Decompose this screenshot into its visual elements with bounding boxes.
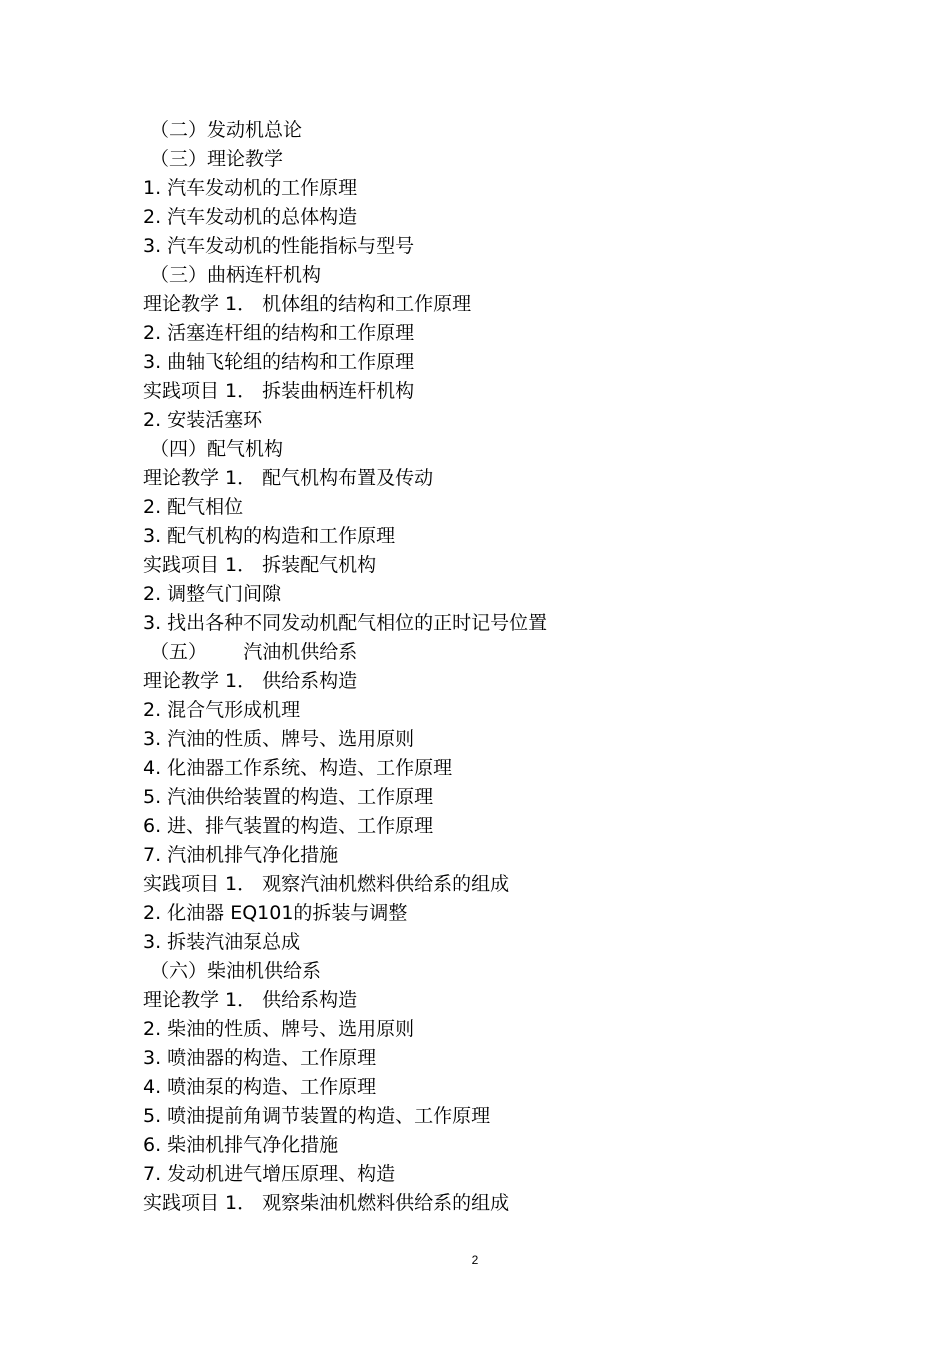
list-item: 3. 配气机构的构造和工作原理 xyxy=(143,525,396,547)
list-item: 2. 配气相位 xyxy=(143,496,244,518)
list-item: 3. 汽车发动机的性能指标与型号 xyxy=(143,235,415,257)
list-item: 6. 进、排气装置的构造、工作原理 xyxy=(143,815,434,837)
section-heading: （三）曲柄连杆机构 xyxy=(150,264,322,286)
section-heading: （五） 汽油机供给系 xyxy=(150,641,358,663)
list-item: 4. 喷油泵的构造、工作原理 xyxy=(143,1076,377,1098)
list-item: 2. 柴油的性质、牌号、选用原则 xyxy=(143,1018,415,1040)
list-item: 4. 化油器工作系统、构造、工作原理 xyxy=(143,757,453,779)
list-item: 5. 喷油提前角调节装置的构造、工作原理 xyxy=(143,1105,491,1127)
list-item: 3. 喷油器的构造、工作原理 xyxy=(143,1047,377,1069)
page-number: 2 xyxy=(471,1253,479,1267)
list-item: 3. 找出各种不同发动机配气相位的正时记号位置 xyxy=(143,612,548,634)
list-item: 实践项目 1． 观察汽油机燃料供给系的组成 xyxy=(143,873,510,895)
list-item: 6. 柴油机排气净化措施 xyxy=(143,1134,339,1156)
list-item: 实践项目 1． 观察柴油机燃料供给系的组成 xyxy=(143,1192,510,1214)
list-item: 3. 拆装汽油泵总成 xyxy=(143,931,301,953)
list-item: 7. 发动机进气增压原理、构造 xyxy=(143,1163,396,1185)
list-item: 7. 汽油机排气净化措施 xyxy=(143,844,339,866)
list-item: 2. 化油器 EQ101的拆装与调整 xyxy=(143,902,408,924)
list-item: 实践项目 1． 拆装配气机构 xyxy=(143,554,377,576)
list-item: 3. 汽油的性质、牌号、选用原则 xyxy=(143,728,415,750)
list-item: 5. 汽油供给装置的构造、工作原理 xyxy=(143,786,434,808)
list-item: 2. 活塞连杆组的结构和工作原理 xyxy=(143,322,415,344)
list-item: 理论教学 1． 供给系构造 xyxy=(143,989,358,1011)
list-item: 理论教学 1． 配气机构布置及传动 xyxy=(143,467,434,489)
section-heading: （三）理论教学 xyxy=(150,148,284,170)
list-item: 2. 混合气形成机理 xyxy=(143,699,301,721)
list-item: 理论教学 1． 供给系构造 xyxy=(143,670,358,692)
section-heading: （二）发动机总论 xyxy=(150,119,303,141)
list-item: 实践项目 1． 拆装曲柄连杆机构 xyxy=(143,380,415,402)
list-item: 1. 汽车发动机的工作原理 xyxy=(143,177,358,199)
list-item: 2. 调整气门间隙 xyxy=(143,583,282,605)
list-item: 理论教学 1． 机体组的结构和工作原理 xyxy=(143,293,472,315)
list-item: 3. 曲轴飞轮组的结构和工作原理 xyxy=(143,351,415,373)
section-heading: （四）配气机构 xyxy=(150,438,284,460)
list-item: 2. 汽车发动机的总体构造 xyxy=(143,206,358,228)
section-heading: （六）柴油机供给系 xyxy=(150,960,322,982)
outline-list xyxy=(143,116,863,1218)
list-item: 2. 安装活塞环 xyxy=(143,409,263,431)
